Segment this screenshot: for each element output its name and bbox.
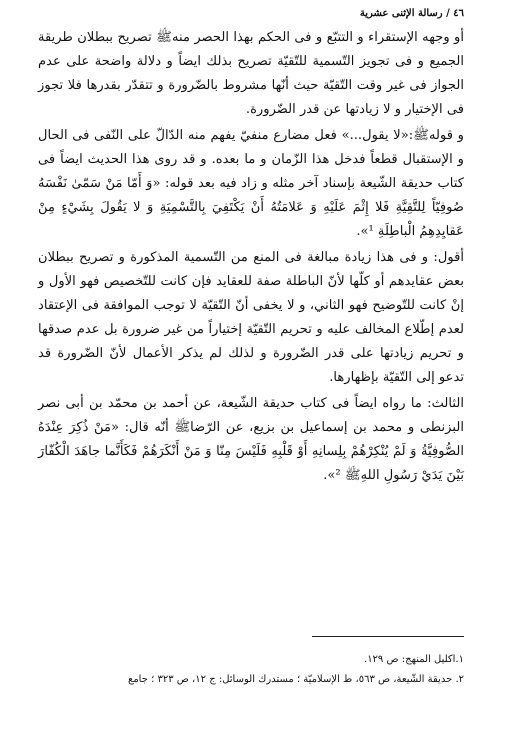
footnote: ٢. حديقة الشّيعة، ص ٥٦٣، ط الإسلاميّة ؛ مستدرك الوسائل: ج ١٢، ص ٣٢٣ ؛ جامع <box>128 674 464 685</box>
paragraph: أقول: و فى هذا زيادة مبالغة فى المنع من التّسمية المذكورة و تصريح ببطلان بعض عقايدهم أو كلّها لأنّ الباطلة صفة للعقايد فإن كانت للتّخصيص فهو الأول و إنْ كانت للتّوضيح فهو الثاني، و لا يخفى أنّ التّقيّة لا توجب الموافقة فى الإعتقاد لعدم إطّلاع المخالف عليه و تحريم التّقيّة إختياراً من غير ضرورة بل عدم صدقها و تحريم زيادتها على قدر الضّرورة و لذلك لم يذكر الأعمال لأنّ الضّرورة قد تدعو إلى التّقيّة بإظهارها. <box>38 250 464 385</box>
footnote: ١.اكليل المنهج: ص ١٢٩. <box>364 654 464 665</box>
paragraph: و قولهﷺ:«لا يقول...» فعل مضارع منفيّ يفهم منه الدّالّ على النّفى فى الحال و الإستقبال قطعاً فدخل هذا الزّمان و ما بعده. و قد روى هذا الحديث ايضاً فى كتاب حديقة الشّيعة بإسناد آخر مثله و زاد فيه بعد قوله: «وَ أَمّا مَنْ سَمّىٰ نَفْسَهُ صُوفِيّاً لِلتَّقِيَّةِ فَلا إِثْمَ عَلَيْهِ وَ عَلامَتُهُ أَنْ يَكْتَفِيَ بِالتَّسْمِيَةِ وَ لا يَقُولَ بِشَيْءٍ مِنْ عَقايِدِهِمُ الْباطِلَةِ ¹». <box>38 128 464 239</box>
paragraph: الثالث: ما رواه ايضاً فى كتاب حديقة الشّيعة، عن أحمد بن محمّد بن أبى نصر البزنطى و محمد بن إسماعيل بن بزيع، عن الرّضاﷺ أنّه قال: «مَنْ ذُكِرَ عِنْدَهُ الصُّوفِيَّةُ وَ لَمْ يُنْكِرْهُمْ بِلِسانِهِ أَوْ قَلْبِهِ فَلَيْسَ مِنّا وَ مَنْ أَنْكَرَهُمْ فَكَأَنَّما جاهَدَ الْكُفّارَ بَيْنَ يَدَيْ رَسُولِ اللهِﷺ ²». <box>38 396 464 483</box>
running-header: ٤٦ / رسالة الإثنى عشرية <box>359 8 464 19</box>
paragraph: أو وجهه الإستقراء و التتبّع و فى الحكم بهذا الحصر منهﷺ تصريح ببطلان طريقة الجميع و فى تجويز التّسمية للتّقيّة تصريح بذلك ايضاً و دلالة واضحة على عدم الجواز فى غير وقت التّقيّة حيث أنّها مشروط بالضّرورة و تتقدّر بقدرها فلا تجوز فى الإختيار و لا زيادتها عن قدر الضّرورة. <box>38 30 464 117</box>
footnote-divider <box>312 636 464 637</box>
body-text <box>38 26 464 490</box>
footnotes <box>30 650 464 690</box>
